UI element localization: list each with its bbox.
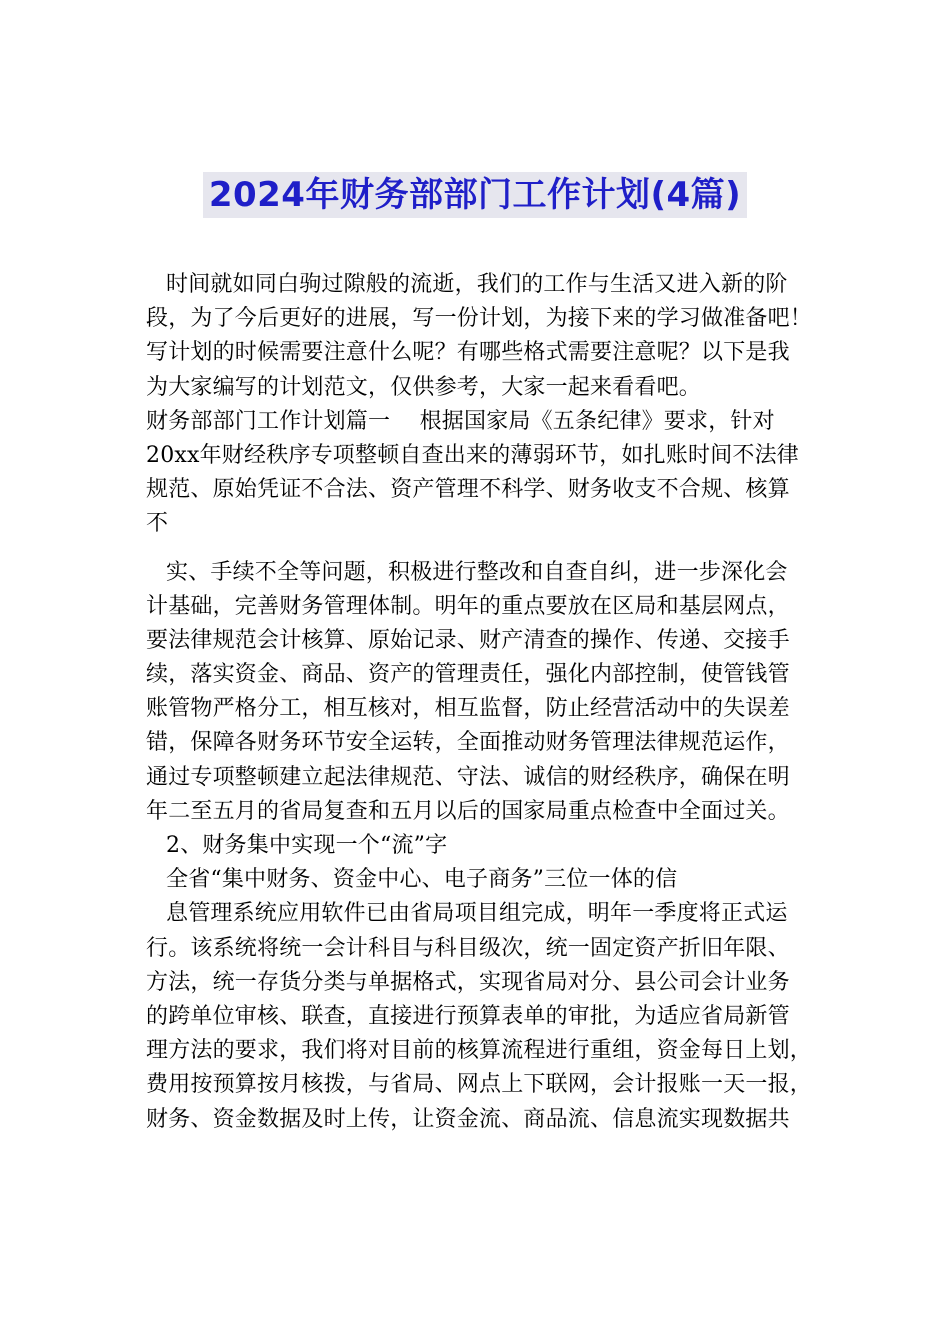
paragraph-line: 年二至五月的省局复查和五月以后的国家局重点检查中全面过关。 [146, 798, 790, 824]
paragraph-line: 段，为了今后更好的进展，写一份计划，为接下来的学习做准备吧！ [146, 306, 813, 332]
paragraph-line: 续，落实资金、商品、资产的管理责任，强化内部控制，使管钱管 [146, 662, 790, 688]
paragraph-line: 账管物严格分工，相互核对，相互监督，防止经营活动中的失误差 [146, 696, 790, 722]
paragraph-line: 错，保障各财务环节安全运转，全面推动财务管理法律规范运作， [146, 730, 790, 756]
paragraph-line: 的跨单位审核、联查，直接进行预算表单的审批，为适应省局新管 [146, 1003, 790, 1029]
paragraph-line: 方法，统一存货分类与单据格式，实现省局对分、县公司会计业务 [146, 969, 790, 995]
paragraph-line: 20xx年财经秩序专项整顿自查出来的薄弱环节，如扎账时间不法律 [146, 442, 800, 468]
paragraph-line: 通过专项整顿建立起法律规范、守法、诚信的财经秩序，确保在明 [146, 764, 790, 790]
paragraph-line: 费用按预算按月核拨，与省局、网点上下联网，会计报账一天一报， [146, 1072, 813, 1098]
paragraph-line: 规范、原始凭证不合法、资产管理不科学、财务收支不合规、核算 [146, 477, 790, 503]
paragraph-line: 财务部部门工作计划篇一 根据国家局《五条纪律》要求，针对 [146, 408, 775, 434]
paragraph-gap [146, 542, 826, 556]
title-area [0, 172, 950, 218]
paragraph-line: 理方法的要求，我们将对目前的核算流程进行重组，资金每日上划， [146, 1038, 813, 1064]
page-title: 2024年财务部部门工作计划(4篇) [203, 172, 747, 218]
section-heading: 2、财务集中实现一个“流”字 [166, 833, 448, 858]
paragraph-line: 要法律规范会计核算、原始记录、财产清查的操作、传递、交接手 [146, 627, 790, 653]
paragraph-line: 时间就如同白驹过隙般的流逝，我们的工作与生活又进入新的阶 [166, 272, 788, 297]
paragraph-line: 计基础，完善财务管理体制。明年的重点要放在区局和基层网点， [146, 593, 790, 619]
paragraph-line: 财务、资金数据及时上传，让资金流、商品流、信息流实现数据共 [146, 1106, 790, 1132]
paragraph-line: 行。该系统将统一会计科目与科目级次，统一固定资产折旧年限、 [146, 935, 790, 961]
paragraph-line: 写计划的时候需要注意什么呢？有哪些格式需要注意呢？以下是我 [146, 340, 790, 366]
section-intro-line: 全省“集中财务、资金中心、电子商务”三位一体的信 [166, 867, 678, 893]
paragraph-line: 实、手续不全等问题，积极进行整改和自查自纠，进一步深化会 [166, 559, 788, 585]
paragraph-line: 为大家编写的计划范文，仅供参考，大家一起来看看吧。 [146, 374, 702, 400]
paragraph-line: 息管理系统应用软件已由省局项目组完成，明年一季度将正式运 [166, 901, 788, 927]
document-body [146, 268, 826, 1137]
paragraph-line: 不 [146, 511, 169, 537]
